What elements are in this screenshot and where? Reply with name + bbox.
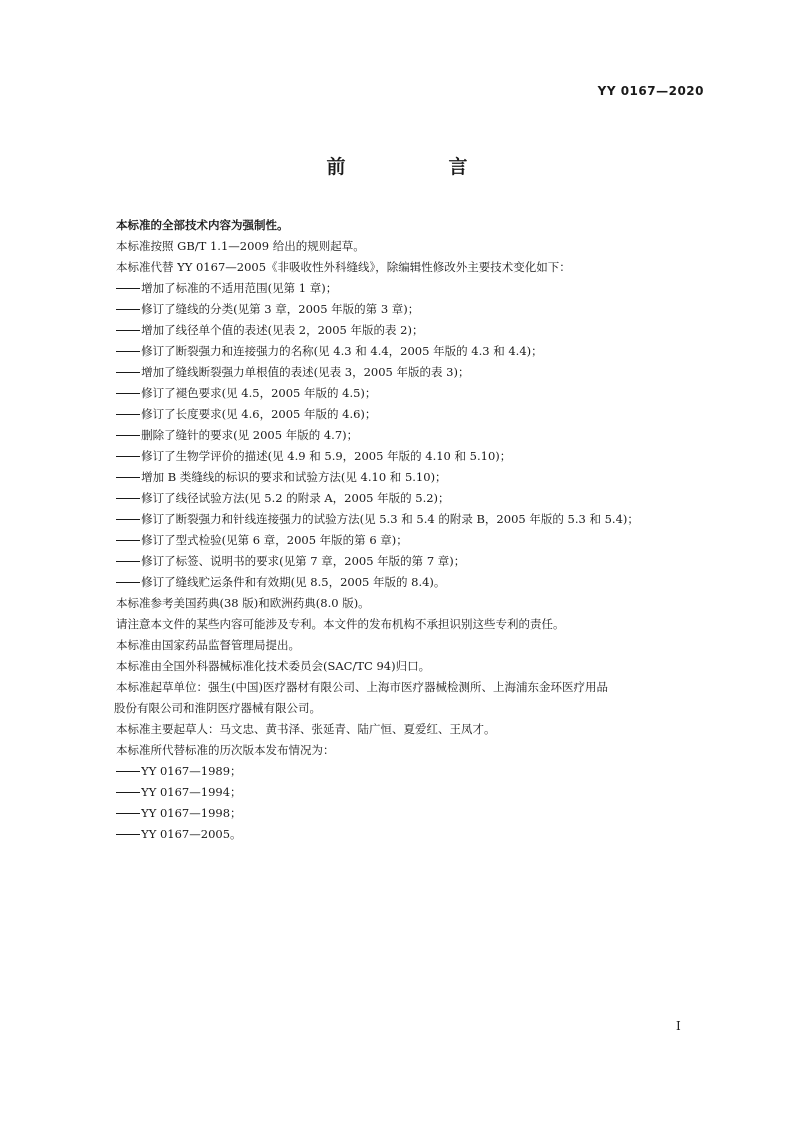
history-item: YY 0167—1994； <box>116 782 708 803</box>
standard-number: YY 0167—2020 <box>597 84 704 98</box>
dash-mark <box>116 519 140 520</box>
history-item: YY 0167—1989； <box>116 761 708 782</box>
drafting-rule-statement: 本标准按照 GB/T 1.1—2009 给出的规则起草。 <box>116 239 365 253</box>
change-item: 修订了断裂强力和针线连接强力的试验方法(见 5.3 和 5.4 的附录 B，2005 年版的 5.3 和 5.4)； <box>116 509 708 530</box>
change-item: 增加 B 类缝线的标识的要求和试验方法(见 4.10 和 5.10)； <box>116 467 708 488</box>
patent-statement: 请注意本文件的某些内容可能涉及专利。本文件的发布机构不承担识别这些专利的责任。 <box>116 617 565 631</box>
dash-mark <box>116 834 140 835</box>
page-number: I <box>676 1019 681 1033</box>
foreword-body <box>116 215 708 845</box>
change-item: 修订了褪色要求(见 4.5，2005 年版的 4.5)； <box>116 383 708 404</box>
change-item: 删除了缝针的要求(见 2005 年版的 4.7)； <box>116 425 708 446</box>
dash-mark <box>116 309 140 310</box>
change-item: 修订了生物学评价的描述(见 4.9 和 5.9，2005 年版的 4.10 和 5.10)； <box>116 446 708 467</box>
change-item: 修订了线径试验方法(见 5.2 的附录 A，2005 年版的 5.2)； <box>116 488 708 509</box>
centralized-by-statement: 本标准由全国外科器械标准化技术委员会(SAC/TC 94)归口。 <box>116 659 431 673</box>
dash-mark <box>116 792 140 793</box>
dash-mark <box>116 393 140 394</box>
drafting-units-line-2: 股份有限公司和淮阴医疗器械有限公司。 <box>114 701 321 715</box>
dash-mark <box>116 582 140 583</box>
dash-mark <box>116 561 140 562</box>
change-item: 修订了标签、说明书的要求(见第 7 章，2005 年版的第 7 章)； <box>116 551 708 572</box>
dash-mark <box>116 498 140 499</box>
change-item: 增加了缝线断裂强力单根值的表述(见表 3，2005 年版的表 3)； <box>116 362 708 383</box>
page-title: 前 言 <box>326 156 510 178</box>
change-item: 修订了型式检验(见第 6 章，2005 年版的第 6 章)； <box>116 530 708 551</box>
dash-mark <box>116 813 140 814</box>
change-item: 修订了缝线贮运条件和有效期(见 8.5，2005 年版的 8.4)。 <box>116 572 708 593</box>
history-item: YY 0167—1998； <box>116 803 708 824</box>
drafters-statement: 本标准主要起草人：马文忠、黄书泽、张延青、陆广恒、夏爱红、王凤才。 <box>116 722 496 736</box>
change-item: 修订了长度要求(见 4.6，2005 年版的 4.6)； <box>116 404 708 425</box>
dash-mark <box>116 330 140 331</box>
drafting-units-line-1: 本标准起草单位：强生(中国)医疗器材有限公司、上海市医疗器械检测所、上海浦东金环医疗用品 <box>116 680 608 694</box>
dash-mark <box>116 435 140 436</box>
change-item: 修订了缝线的分类(见第 3 章，2005 年版的第 3 章)； <box>116 299 708 320</box>
dash-mark <box>116 414 140 415</box>
history-item: YY 0167—2005。 <box>116 824 708 845</box>
dash-mark <box>116 771 140 772</box>
mandatory-statement: 本标准的全部技术内容为强制性。 <box>116 218 289 232</box>
dash-mark <box>116 456 140 457</box>
dash-mark <box>116 372 140 373</box>
change-item: 增加了线径单个值的表述(见表 2，2005 年版的表 2)； <box>116 320 708 341</box>
reference-statement: 本标准参考美国药典(38 版)和欧洲药典(8.0 版)。 <box>116 596 370 610</box>
change-item: 增加了标准的不适用范围(见第 1 章)； <box>116 278 708 299</box>
dash-mark <box>116 351 140 352</box>
change-item: 修订了断裂强力和连接强力的名称(见 4.3 和 4.4，2005 年版的 4.3 和 4.4)； <box>116 341 708 362</box>
dash-mark <box>116 540 140 541</box>
replacement-statement: 本标准代替 YY 0167—2005《非吸收性外科缝线》，除编辑性修改外主要技术变化如下： <box>116 260 571 274</box>
proposed-by-statement: 本标准由国家药品监督管理局提出。 <box>116 638 300 652</box>
dash-mark <box>116 288 140 289</box>
history-intro: 本标准所代替标准的历次版本发布情况为： <box>116 743 335 757</box>
dash-mark <box>116 477 140 478</box>
